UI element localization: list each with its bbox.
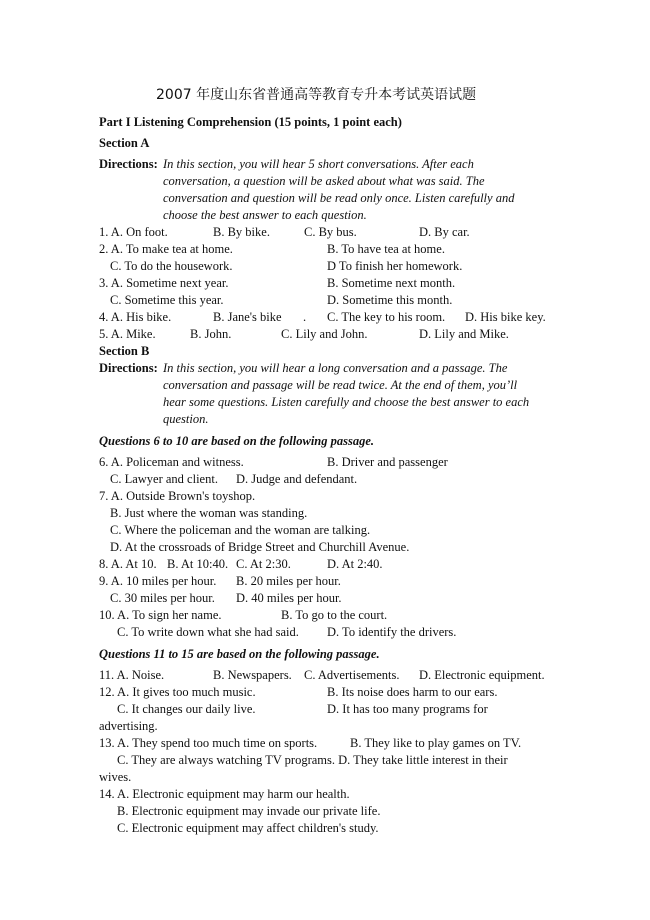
option-d-continued: wives. [99,770,132,784]
option-a: 4. A. His bike. [99,310,172,324]
directions-text: conversation and passage will be read twice. At the end of them, you’ll [163,378,518,392]
option-d: D. At the crossroads of Bridge Street and Churchill Avenue. [110,540,410,554]
option-d: D. Judge and defendant. [236,472,358,486]
option-a: 5. A. Mike. [99,327,156,341]
option-c: C. It changes our daily live. [117,702,256,716]
directions-text: In this section, you will hear 5 short conversations. After each [163,157,474,171]
option-c: C. Electronic equipment may affect children's study. [117,821,379,835]
option-d: D. At 2:40. [327,557,383,571]
directions-label: Directions: [99,157,158,171]
option-a: 1. A. On foot. [99,225,168,239]
option-a: 11. A. Noise. [99,668,165,682]
option-d: D. By car. [419,225,470,239]
option-d: D. Sometime this month. [327,293,453,307]
option-b: B. Driver and passenger [327,455,448,469]
option-b: B. Jane's bike [213,310,282,324]
stray-dot: . [303,310,307,324]
option-b: B. Its noise does harm to our ears. [327,685,498,699]
option-b: B. Electronic equipment may invade our private life. [117,804,381,818]
option-c: C. The key to his room. [327,310,446,324]
option-b: B. To go to the court. [281,608,388,622]
part-heading: Part I Listening Comprehension (15 points, 1 point each) [99,115,402,129]
directions-text: In this section, you will hear a long conversation and a passage. The [163,361,508,375]
option-c: C. Where the policeman and the woman are talking. [110,523,371,537]
option-b: B. 20 miles per hour. [236,574,341,588]
option-c: C. By bus. [304,225,357,239]
directions-text: question. [163,412,209,426]
option-c: C. Lily and John. [281,327,368,341]
option-b: B. Newspapers. [213,668,292,682]
section-a-heading: Section A [99,136,150,150]
option-c: C. At 2:30. [236,557,291,571]
option-a: 3. A. Sometime next year. [99,276,229,290]
option-a: 7. A. Outside Brown's toyshop. [99,489,256,503]
option-c: C. Lawyer and client. [110,472,218,486]
option-c: C. To do the housework. [110,259,233,273]
directions-text: hear some questions. Listen carefully and choose the best answer to each [163,395,530,409]
option-b: B. They like to play games on TV. [350,736,522,750]
option-d: D. It has too many programs for [327,702,488,716]
option-d: D. His bike key. [465,310,546,324]
option-a: 14. A. Electronic equipment may harm our health. [99,787,350,801]
option-d: D. Lily and Mike. [419,327,509,341]
option-d: D. 40 miles per hour. [236,591,342,605]
passage-heading: Questions 6 to 10 are based on the following passage. [99,434,375,448]
option-d: D To finish her homework. [327,259,463,273]
option-a: 12. A. It gives too much music. [99,685,256,699]
option-a: 8. A. At 10. [99,557,157,571]
directions-text: conversation and question will be read only once. Listen carefully and [163,191,515,205]
option-a: 10. A. To sign her name. [99,608,222,622]
option-d: D. Electronic equipment. [419,668,545,682]
directions-label: Directions: [99,361,158,375]
option-a: 2. A. To make tea at home. [99,242,233,256]
option-d-continued: advertising. [99,719,158,733]
option-c: C. Advertisements. [304,668,400,682]
option-b: B. Sometime next month. [327,276,456,290]
option-d: D. To identify the drivers. [327,625,457,639]
option-a: 6. A. Policeman and witness. [99,455,244,469]
option-a: 9. A. 10 miles per hour. [99,574,217,588]
option-c: C. 30 miles per hour. [110,591,215,605]
option-b: B. By bike. [213,225,270,239]
option-c-d: C. They are always watching TV programs. D. They take little interest in their [117,753,508,767]
option-c: C. To write down what she had said. [117,625,299,639]
option-b: B. To have tea at home. [327,242,445,256]
directions-text: conversation, a question will be asked about what was said. The [163,174,485,188]
option-b: B. John. [190,327,232,341]
passage-heading: Questions 11 to 15 are based on the following passage. [99,647,380,661]
directions-text: choose the best answer to each question. [163,208,367,222]
option-b: B. Just where the woman was standing. [110,506,308,520]
option-c: C. Sometime this year. [110,293,224,307]
section-b-heading: Section B [99,344,150,358]
option-b: B. At 10:40. [167,557,229,571]
page-title: 2007 年度山东省普通高等教育专升本考试英语试题 [156,87,477,103]
option-a: 13. A. They spend too much time on sports. [99,736,318,750]
